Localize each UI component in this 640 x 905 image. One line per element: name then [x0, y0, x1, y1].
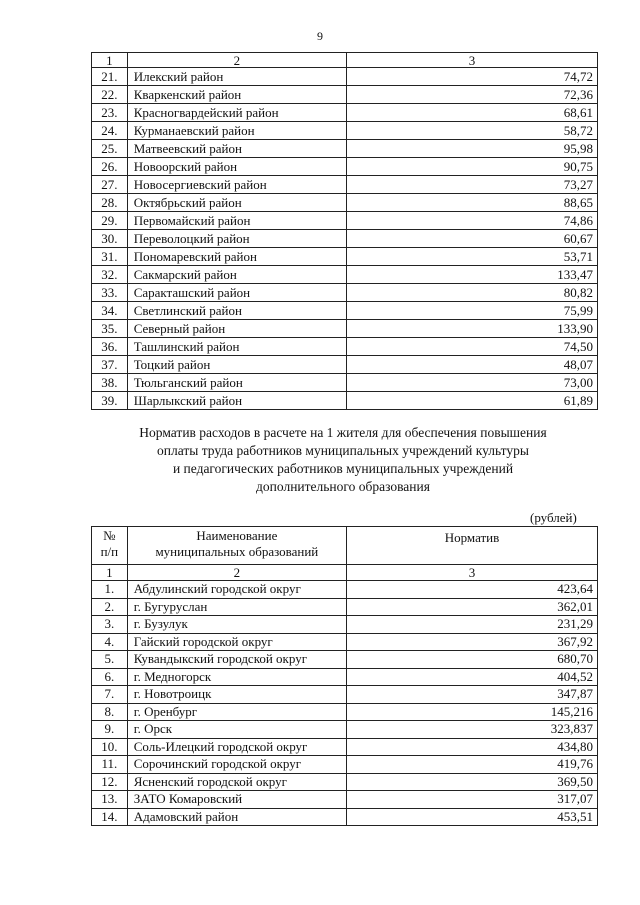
row-name-cell: г. Оренбург	[127, 703, 346, 721]
row-value-cell: 73,27	[347, 176, 598, 194]
row-number-cell: 5.	[92, 651, 128, 669]
row-number-cell: 39.	[92, 392, 128, 410]
row-number-cell: 23.	[92, 104, 128, 122]
row-name-cell: Красногвардейский район	[127, 104, 346, 122]
row-name-cell: Ташлинский район	[127, 338, 346, 356]
table-row	[92, 86, 598, 104]
table-row	[92, 104, 598, 122]
row-name-cell: Светлинский район	[127, 302, 346, 320]
row-number-cell: 2.	[92, 598, 128, 616]
row-value-cell: 75,99	[347, 302, 598, 320]
table-row	[92, 686, 598, 704]
row-value-cell: 323,837	[347, 721, 598, 739]
row-name-cell: Кувандыкский городской округ	[127, 651, 346, 669]
row-name-cell: г. Орск	[127, 721, 346, 739]
header-text: п/п	[100, 544, 119, 559]
row-number-cell: 11.	[92, 756, 128, 774]
table-header-row	[92, 527, 598, 565]
column-number: 2	[127, 53, 346, 68]
row-number-cell: 35.	[92, 320, 128, 338]
row-number-cell: 30.	[92, 230, 128, 248]
header-text: Наименование	[196, 528, 278, 543]
row-number-cell: 8.	[92, 703, 128, 721]
table-row	[92, 808, 598, 826]
table-row	[92, 194, 598, 212]
row-value-cell: 80,82	[347, 284, 598, 302]
row-value-cell: 74,86	[347, 212, 598, 230]
row-name-cell: Пономаревский район	[127, 248, 346, 266]
row-value-cell: 680,70	[347, 651, 598, 669]
row-name-cell: г. Бузулук	[127, 616, 346, 634]
row-value-cell: 72,36	[347, 86, 598, 104]
row-value-cell: 145,216	[347, 703, 598, 721]
row-number-cell: 28.	[92, 194, 128, 212]
row-name-cell: Саракташский район	[127, 284, 346, 302]
table-row	[92, 616, 598, 634]
row-value-cell: 419,76	[347, 756, 598, 774]
row-number-cell: 31.	[92, 248, 128, 266]
row-value-cell: 133,90	[347, 320, 598, 338]
row-number-cell: 36.	[92, 338, 128, 356]
table-row	[92, 338, 598, 356]
norms-table	[91, 526, 598, 826]
column-number: 3	[347, 53, 598, 68]
table-row	[92, 651, 598, 669]
table-row	[92, 356, 598, 374]
row-value-cell: 60,67	[347, 230, 598, 248]
row-name-cell: г. Новотроицк	[127, 686, 346, 704]
table-row	[92, 230, 598, 248]
header-text: №	[103, 528, 116, 543]
row-value-cell: 95,98	[347, 140, 598, 158]
table-row	[92, 320, 598, 338]
header-number-cell	[92, 527, 128, 565]
row-value-cell: 90,75	[347, 158, 598, 176]
row-number-cell: 13.	[92, 791, 128, 809]
table-row	[92, 212, 598, 230]
table-row	[92, 773, 598, 791]
header-text: Норматив	[444, 530, 500, 545]
row-name-cell: Северный район	[127, 320, 346, 338]
heading-line: и педагогических работников муниципальных учреждений	[172, 461, 514, 476]
row-value-cell: 48,07	[347, 356, 598, 374]
row-name-cell: г. Бугуруслан	[127, 598, 346, 616]
table-row	[92, 703, 598, 721]
row-value-cell: 347,87	[347, 686, 598, 704]
row-value-cell: 369,50	[347, 773, 598, 791]
table-row	[92, 374, 598, 392]
row-name-cell: Сакмарский район	[127, 266, 346, 284]
row-name-cell: Адамовский район	[127, 808, 346, 826]
row-value-cell: 68,61	[347, 104, 598, 122]
row-name-cell: Гайский городской округ	[127, 633, 346, 651]
row-number-cell: 3.	[92, 616, 128, 634]
row-value-cell: 317,07	[347, 791, 598, 809]
table-row	[92, 122, 598, 140]
row-number-cell: 37.	[92, 356, 128, 374]
row-name-cell: Тоцкий район	[127, 356, 346, 374]
table-row	[92, 721, 598, 739]
row-name-cell: Кваркенский район	[127, 86, 346, 104]
row-number-cell: 32.	[92, 266, 128, 284]
row-name-cell: Матвеевский район	[127, 140, 346, 158]
table-row	[92, 581, 598, 599]
row-value-cell: 74,72	[347, 68, 598, 86]
table-row	[92, 284, 598, 302]
row-name-cell: Соль-Илецкий городской округ	[127, 738, 346, 756]
row-number-cell: 27.	[92, 176, 128, 194]
row-value-cell: 88,65	[347, 194, 598, 212]
table-row	[92, 266, 598, 284]
table-row	[92, 140, 598, 158]
row-name-cell: Переволоцкий район	[127, 230, 346, 248]
row-name-cell: Абдулинский городской округ	[127, 581, 346, 599]
row-number-cell: 4.	[92, 633, 128, 651]
row-value-cell: 453,51	[347, 808, 598, 826]
table-row	[92, 392, 598, 410]
table-row	[92, 158, 598, 176]
heading-line: Норматив расходов в расчете на 1 жителя для обеспечения повышения	[139, 425, 547, 440]
row-number-cell: 9.	[92, 721, 128, 739]
row-value-cell: 73,00	[347, 374, 598, 392]
table-row	[92, 302, 598, 320]
row-number-cell: 38.	[92, 374, 128, 392]
table-row	[92, 756, 598, 774]
row-number-cell: 26.	[92, 158, 128, 176]
row-number-cell: 14.	[92, 808, 128, 826]
row-number-cell: 12.	[92, 773, 128, 791]
row-name-cell: Сорочинский городской округ	[127, 756, 346, 774]
row-number-cell: 22.	[92, 86, 128, 104]
row-value-cell: 231,29	[347, 616, 598, 634]
row-number-cell: 33.	[92, 284, 128, 302]
row-number-cell: 21.	[92, 68, 128, 86]
row-value-cell: 53,71	[347, 248, 598, 266]
table-row	[92, 738, 598, 756]
header-text: муниципальных образований	[155, 544, 319, 559]
table-row	[92, 176, 598, 194]
column-number: 2	[127, 565, 346, 581]
row-name-cell: Тюльганский район	[127, 374, 346, 392]
row-value-cell: 423,64	[347, 581, 598, 599]
row-value-cell: 74,50	[347, 338, 598, 356]
row-value-cell: 404,52	[347, 668, 598, 686]
header-norm-cell	[347, 527, 598, 565]
row-name-cell: Илекский район	[127, 68, 346, 86]
header-name-cell	[127, 527, 346, 565]
column-number: 1	[92, 53, 128, 68]
row-number-cell: 6.	[92, 668, 128, 686]
table-row	[92, 68, 598, 86]
row-number-cell: 1.	[92, 581, 128, 599]
heading-line: оплаты труда работников муниципальных учреждений культуры	[157, 443, 529, 458]
row-name-cell: Первомайский район	[127, 212, 346, 230]
heading-line: дополнительного образования	[256, 479, 430, 494]
row-value-cell: 58,72	[347, 122, 598, 140]
row-number-cell: 29.	[92, 212, 128, 230]
units-label: (рублей)	[530, 510, 577, 525]
row-number-cell: 24.	[92, 122, 128, 140]
continuation-table	[91, 52, 598, 410]
row-name-cell: ЗАТО Комаровский	[127, 791, 346, 809]
table-row	[92, 248, 598, 266]
column-number: 3	[347, 565, 598, 581]
row-value-cell: 362,01	[347, 598, 598, 616]
table-row	[92, 791, 598, 809]
row-number-cell: 25.	[92, 140, 128, 158]
row-number-cell: 10.	[92, 738, 128, 756]
row-name-cell: Курманаевский район	[127, 122, 346, 140]
table-row	[92, 633, 598, 651]
column-numbers-row	[92, 53, 598, 68]
row-value-cell: 61,89	[347, 392, 598, 410]
row-value-cell: 434,80	[347, 738, 598, 756]
row-number-cell: 7.	[92, 686, 128, 704]
row-value-cell: 367,92	[347, 633, 598, 651]
column-numbers-row	[92, 565, 598, 581]
table-row	[92, 668, 598, 686]
row-name-cell: г. Медногорск	[127, 668, 346, 686]
row-name-cell: Октябрьский район	[127, 194, 346, 212]
page-number: 9	[317, 29, 323, 43]
column-number: 1	[92, 565, 128, 581]
row-value-cell: 133,47	[347, 266, 598, 284]
row-name-cell: Шарлыкский район	[127, 392, 346, 410]
row-name-cell: Новосергиевский район	[127, 176, 346, 194]
row-name-cell: Ясненский городской округ	[127, 773, 346, 791]
row-number-cell: 34.	[92, 302, 128, 320]
table-row	[92, 598, 598, 616]
section-heading	[60, 424, 626, 496]
row-name-cell: Новоорский район	[127, 158, 346, 176]
